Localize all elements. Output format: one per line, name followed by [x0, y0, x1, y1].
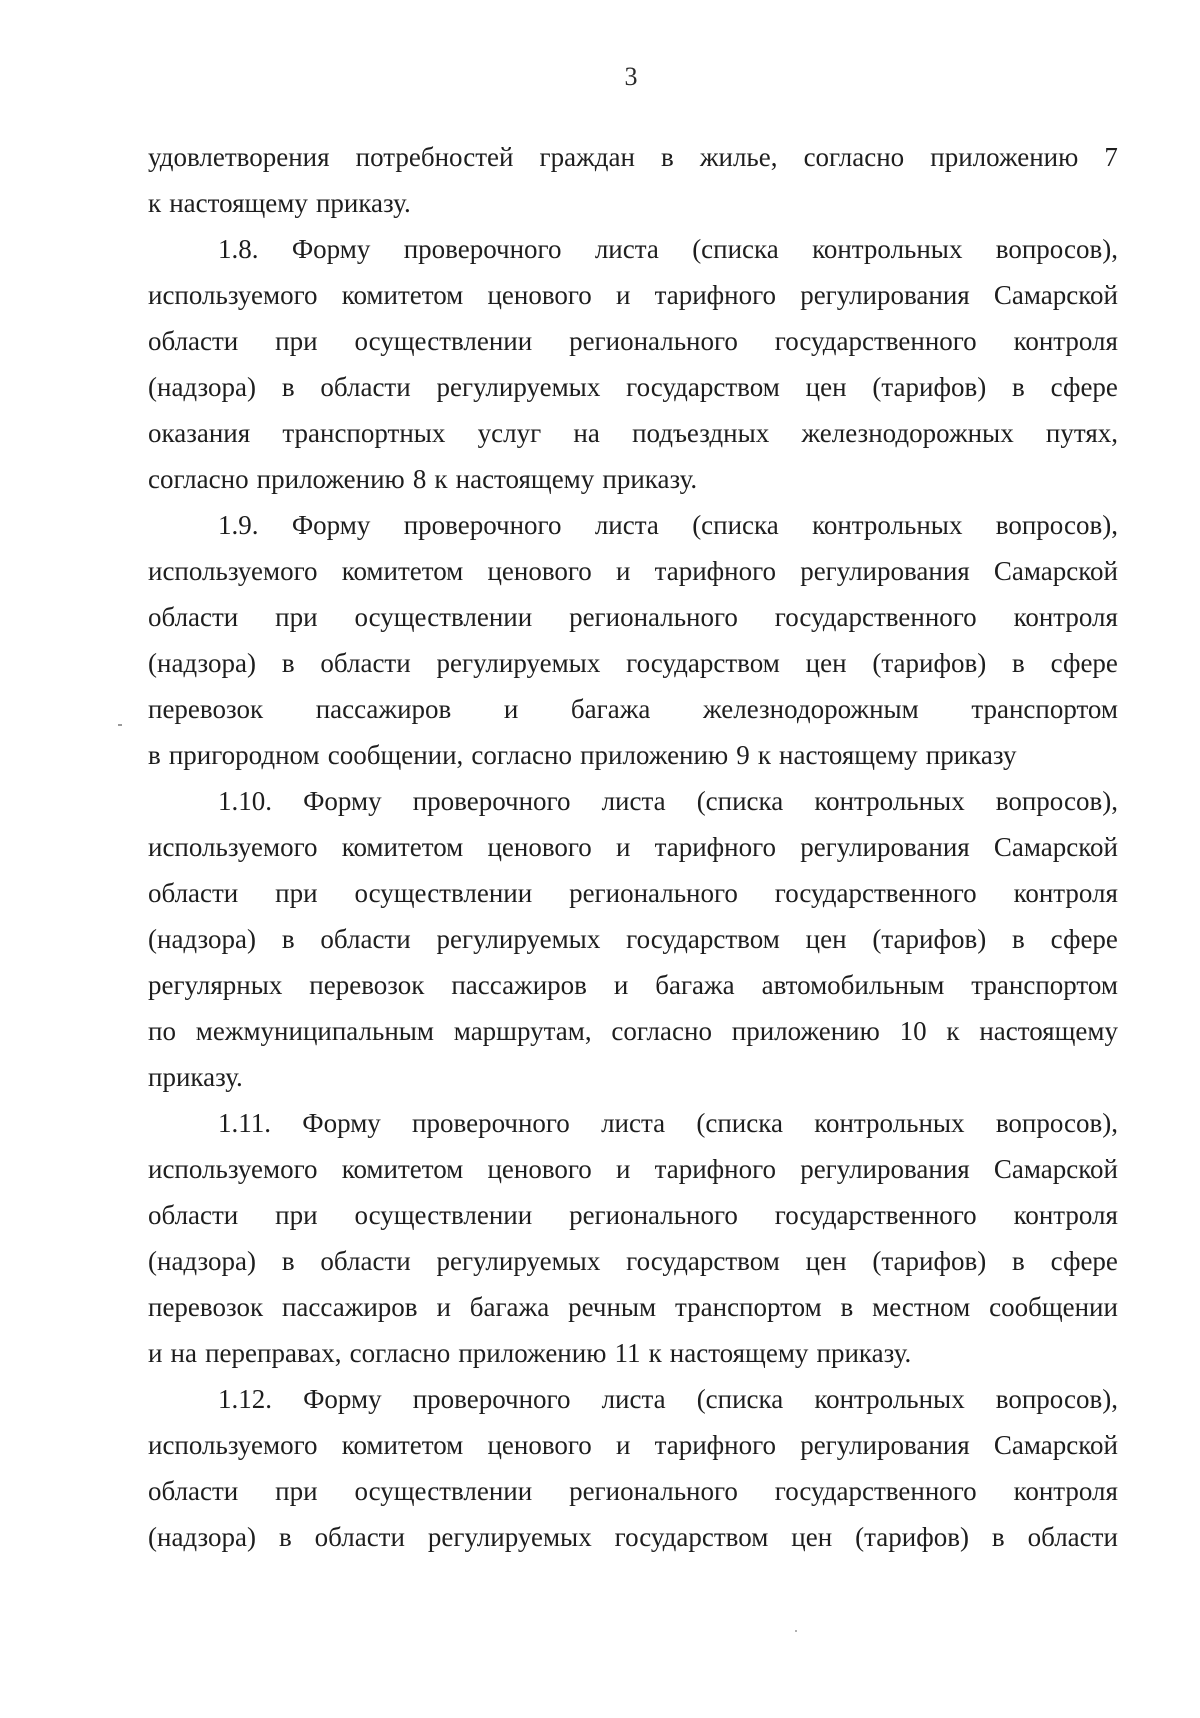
word: сфере — [1050, 648, 1118, 678]
word: транспортом — [675, 1292, 822, 1322]
word: Форму — [291, 234, 371, 264]
word: 8 — [412, 464, 427, 494]
word: регулируемых — [436, 648, 601, 678]
word: 1.11. — [218, 1108, 271, 1138]
word: и — [503, 694, 519, 724]
word: в — [1012, 372, 1025, 402]
text-line — [148, 1330, 1118, 1376]
word: в — [281, 924, 295, 954]
word: перевозок — [148, 694, 264, 724]
word: комитетом — [341, 280, 464, 310]
word: регулирования — [800, 1154, 970, 1184]
word: на — [573, 418, 600, 448]
word: Самарской — [993, 280, 1118, 310]
word: государственного — [774, 602, 977, 632]
word: пассажиров — [451, 970, 587, 1000]
word: государственного — [774, 878, 977, 908]
word: тарифного — [654, 280, 777, 310]
word: транспортом — [971, 970, 1118, 1000]
word: комитетом — [341, 832, 464, 862]
word: области — [320, 924, 411, 954]
word: в — [1012, 924, 1025, 954]
word: используемого — [148, 832, 318, 862]
word: при — [275, 878, 318, 908]
word: комитетом — [341, 556, 464, 586]
word: в — [840, 1292, 854, 1322]
word: регулирования — [800, 832, 970, 862]
text-line — [148, 456, 1118, 502]
paragraph-first-line — [148, 226, 1118, 272]
text-line — [148, 1238, 1118, 1284]
text-line — [148, 1146, 1118, 1192]
word: (тарифов) — [872, 924, 987, 954]
word: листа — [594, 510, 659, 540]
word: контрольных — [814, 1384, 965, 1414]
word: настоящему — [669, 1338, 809, 1368]
word: и — [613, 970, 629, 1000]
paragraph-first-line — [148, 1100, 1118, 1146]
word: цен — [805, 1246, 847, 1276]
word: (тарифов) — [872, 648, 987, 678]
word: 1.9. — [218, 510, 259, 540]
word: регулируемых — [427, 1522, 592, 1552]
word: области — [148, 878, 239, 908]
word: проверочного — [403, 234, 562, 264]
scan-artifact — [795, 1630, 797, 1632]
word: и — [615, 1154, 631, 1184]
word: багажа — [655, 970, 735, 1000]
word: 10 — [899, 1016, 927, 1046]
word: листа — [601, 1384, 666, 1414]
text-line — [148, 1514, 1118, 1560]
word: регионального — [569, 878, 738, 908]
word: и — [615, 832, 631, 862]
word: при — [275, 1200, 318, 1230]
word: 1.8. — [218, 234, 259, 264]
word: вопросов), — [995, 786, 1118, 816]
word: и — [615, 280, 631, 310]
word: (списка — [696, 786, 784, 816]
word: тарифного — [654, 832, 777, 862]
word: контроля — [1013, 1200, 1118, 1230]
word: к — [434, 464, 448, 494]
page-number: 3 — [624, 62, 638, 91]
word: вопросов), — [995, 234, 1118, 264]
word: контроля — [1013, 326, 1118, 356]
word: листа — [601, 1108, 666, 1138]
word: области — [148, 1476, 239, 1506]
word: области — [148, 602, 239, 632]
word: используемого — [148, 280, 318, 310]
word: маршрутам, — [453, 1016, 592, 1046]
word: регулирования — [800, 556, 970, 586]
word: (тарифов) — [872, 1246, 987, 1276]
word: Самарской — [993, 832, 1118, 862]
word: в — [278, 1522, 292, 1552]
word: комитетом — [341, 1430, 464, 1460]
word: проверочного — [412, 786, 571, 816]
word: вопросов), — [995, 510, 1118, 540]
document-body — [148, 134, 1118, 1560]
word: настоящему — [169, 188, 308, 218]
word: (надзора) — [148, 1522, 256, 1552]
text-line — [148, 916, 1118, 962]
word: приказу. — [816, 1338, 912, 1368]
word: области — [314, 1522, 405, 1552]
word: сфере — [1050, 924, 1118, 954]
word: приложению — [580, 740, 729, 770]
word: контроля — [1013, 878, 1118, 908]
word: приказу. — [315, 188, 411, 218]
word: приложению — [256, 464, 405, 494]
word: речным — [568, 1292, 657, 1322]
word: (списка — [696, 1384, 784, 1414]
word: приложению — [731, 1016, 880, 1046]
word: Форму — [303, 786, 382, 816]
word: используемого — [148, 1154, 318, 1184]
word: ценового — [487, 1430, 592, 1460]
word: приказу. — [602, 464, 698, 494]
word: вопросов), — [995, 1108, 1118, 1138]
word: (надзора) — [148, 924, 256, 954]
word: проверочного — [403, 510, 562, 540]
word: осуществлении — [354, 326, 533, 356]
word: регулируемых — [436, 372, 601, 402]
word: (списка — [692, 234, 779, 264]
word: 1.10. — [218, 786, 272, 816]
word: Форму — [302, 1108, 381, 1138]
word: осуществлении — [354, 1200, 533, 1230]
word: пассажиров — [281, 1292, 418, 1322]
word: ценового — [487, 280, 592, 310]
word: к — [648, 1338, 662, 1368]
word: используемого — [148, 556, 318, 586]
word: регионального — [569, 1200, 738, 1230]
paragraph-first-line — [148, 1376, 1118, 1422]
word: регулирования — [800, 280, 970, 310]
text-line — [148, 732, 1118, 778]
word: в — [991, 1522, 1005, 1552]
word: контрольных — [812, 234, 963, 264]
text-line — [148, 410, 1118, 456]
word: в — [1012, 1246, 1025, 1276]
word: регулируемых — [436, 924, 601, 954]
word: используемого — [148, 1430, 318, 1460]
word: жилье, — [699, 142, 778, 172]
word: подъездных — [632, 418, 770, 448]
word: цен — [791, 1522, 833, 1552]
word: Самарской — [993, 556, 1118, 586]
word: к — [946, 1016, 960, 1046]
word: тарифного — [654, 1154, 777, 1184]
word: цен — [805, 648, 847, 678]
word: приложению — [930, 142, 1079, 172]
word: транспортных — [282, 418, 446, 448]
word: контроля — [1013, 1476, 1118, 1506]
text-line — [148, 686, 1118, 732]
word: проверочного — [412, 1108, 570, 1138]
word: (списка — [696, 1108, 783, 1138]
word: Самарской — [993, 1430, 1118, 1460]
word: государством — [626, 372, 780, 402]
word: приказу. — [148, 1062, 243, 1092]
word: при — [275, 326, 318, 356]
text-line — [148, 1008, 1118, 1054]
text-line — [148, 1468, 1118, 1514]
word: ценового — [487, 832, 592, 862]
word: государственного — [774, 1200, 977, 1230]
word: пассажиров — [315, 694, 452, 724]
word: (надзора) — [148, 372, 256, 402]
word: в — [281, 372, 295, 402]
word: осуществлении — [354, 878, 533, 908]
word: согласно — [349, 1338, 451, 1368]
word: Форму — [291, 510, 371, 540]
word: 11 — [614, 1338, 641, 1368]
text-line — [148, 594, 1118, 640]
word: области — [320, 1246, 411, 1276]
word: Форму — [303, 1384, 382, 1414]
word: осуществлении — [354, 602, 533, 632]
text-line — [148, 548, 1118, 594]
word: государством — [626, 924, 780, 954]
word: согласно — [148, 464, 249, 494]
word: государственного — [774, 326, 977, 356]
word: и — [436, 1292, 451, 1322]
text-line — [148, 180, 1118, 226]
text-line — [148, 824, 1118, 870]
word: в — [281, 648, 295, 678]
word: сообщении, — [327, 740, 464, 770]
word: (надзора) — [148, 1246, 256, 1276]
word: багажа — [570, 694, 651, 724]
word: оказания — [148, 418, 251, 448]
word: контрольных — [814, 1108, 965, 1138]
word: согласно — [611, 1016, 712, 1046]
word: Самарской — [993, 1154, 1118, 1184]
text-line — [148, 962, 1118, 1008]
word: настоящему — [455, 464, 595, 494]
word: багажа — [469, 1292, 550, 1322]
word: осуществлении — [354, 1476, 533, 1506]
word: и — [148, 1338, 163, 1368]
word: по — [148, 1016, 176, 1046]
word: перевозок — [309, 970, 425, 1000]
word: к — [757, 740, 771, 770]
word: регулируемых — [436, 1246, 601, 1276]
word: государством — [614, 1522, 769, 1552]
word: автомобильным — [761, 970, 945, 1000]
word: услуг — [477, 418, 542, 448]
word: сообщении — [989, 1292, 1118, 1322]
word: листа — [594, 234, 659, 264]
paragraph-first-line — [148, 778, 1118, 824]
word: тарифного — [654, 1430, 777, 1460]
word: государством — [626, 648, 780, 678]
word: регионального — [569, 1476, 738, 1506]
text-line — [148, 1054, 1118, 1100]
word: (надзора) — [148, 648, 256, 678]
word: 7 — [1104, 142, 1118, 172]
scan-artifact — [118, 724, 122, 726]
text-line — [148, 364, 1118, 410]
word: области — [148, 1200, 239, 1230]
word: приложению — [458, 1338, 607, 1368]
word: местном — [872, 1292, 971, 1322]
word: (тарифов) — [872, 372, 987, 402]
word: и — [615, 556, 631, 586]
word: сфере — [1050, 372, 1118, 402]
word: 9 — [736, 740, 750, 770]
word: железнодорожных — [801, 418, 1014, 448]
word: области — [148, 326, 239, 356]
word: переправах, — [205, 1338, 342, 1368]
word: комитетом — [341, 1154, 464, 1184]
word: цен — [805, 372, 847, 402]
word: в — [1012, 648, 1025, 678]
word: контроля — [1013, 602, 1118, 632]
word: и — [615, 1430, 631, 1460]
word: регулирования — [800, 1430, 970, 1460]
word: области — [1027, 1522, 1118, 1552]
word: 1.12. — [218, 1384, 272, 1414]
word: межмуниципальным — [195, 1016, 434, 1046]
word: государственного — [774, 1476, 977, 1506]
word: контрольных — [814, 786, 965, 816]
word: граждан — [539, 142, 635, 172]
word: приказу — [925, 740, 1017, 770]
word: контрольных — [812, 510, 963, 540]
word: цен — [805, 924, 847, 954]
word: в — [281, 1246, 295, 1276]
word: настоящему — [979, 1016, 1118, 1046]
paragraph-first-line — [148, 502, 1118, 548]
word: согласно — [803, 142, 905, 172]
text-line — [148, 272, 1118, 318]
word: при — [275, 1476, 318, 1506]
word: транспортом — [971, 694, 1118, 724]
word: регионального — [569, 602, 738, 632]
text-line — [148, 134, 1118, 180]
word: регионального — [569, 326, 738, 356]
word: в — [148, 740, 161, 770]
word: ценового — [487, 1154, 592, 1184]
word: потребностей — [355, 142, 514, 172]
word: к — [148, 188, 162, 218]
word: вопросов), — [995, 1384, 1118, 1414]
word: путях, — [1045, 418, 1118, 448]
word: ценового — [487, 556, 592, 586]
text-line — [148, 318, 1118, 364]
text-line — [148, 640, 1118, 686]
text-line — [148, 1284, 1118, 1330]
text-line — [148, 870, 1118, 916]
word: сфере — [1050, 1246, 1118, 1276]
text-line — [148, 1192, 1118, 1238]
word: проверочного — [412, 1384, 571, 1414]
word: пригородном — [168, 740, 320, 770]
text-line — [148, 1422, 1118, 1468]
word: (тарифов) — [855, 1522, 969, 1552]
word: регулярных — [148, 970, 283, 1000]
word: листа — [601, 786, 666, 816]
word: согласно — [471, 740, 572, 770]
word: государством — [626, 1246, 780, 1276]
word: при — [275, 602, 318, 632]
word: (списка — [692, 510, 779, 540]
word: на — [170, 1338, 197, 1368]
word: области — [320, 648, 411, 678]
word: удовлетворения — [148, 142, 330, 172]
word: области — [320, 372, 411, 402]
word: железнодорожным — [702, 694, 919, 724]
word: настоящему — [779, 740, 918, 770]
word: в — [661, 142, 674, 172]
word: тарифного — [654, 556, 777, 586]
word: перевозок — [148, 1292, 264, 1322]
